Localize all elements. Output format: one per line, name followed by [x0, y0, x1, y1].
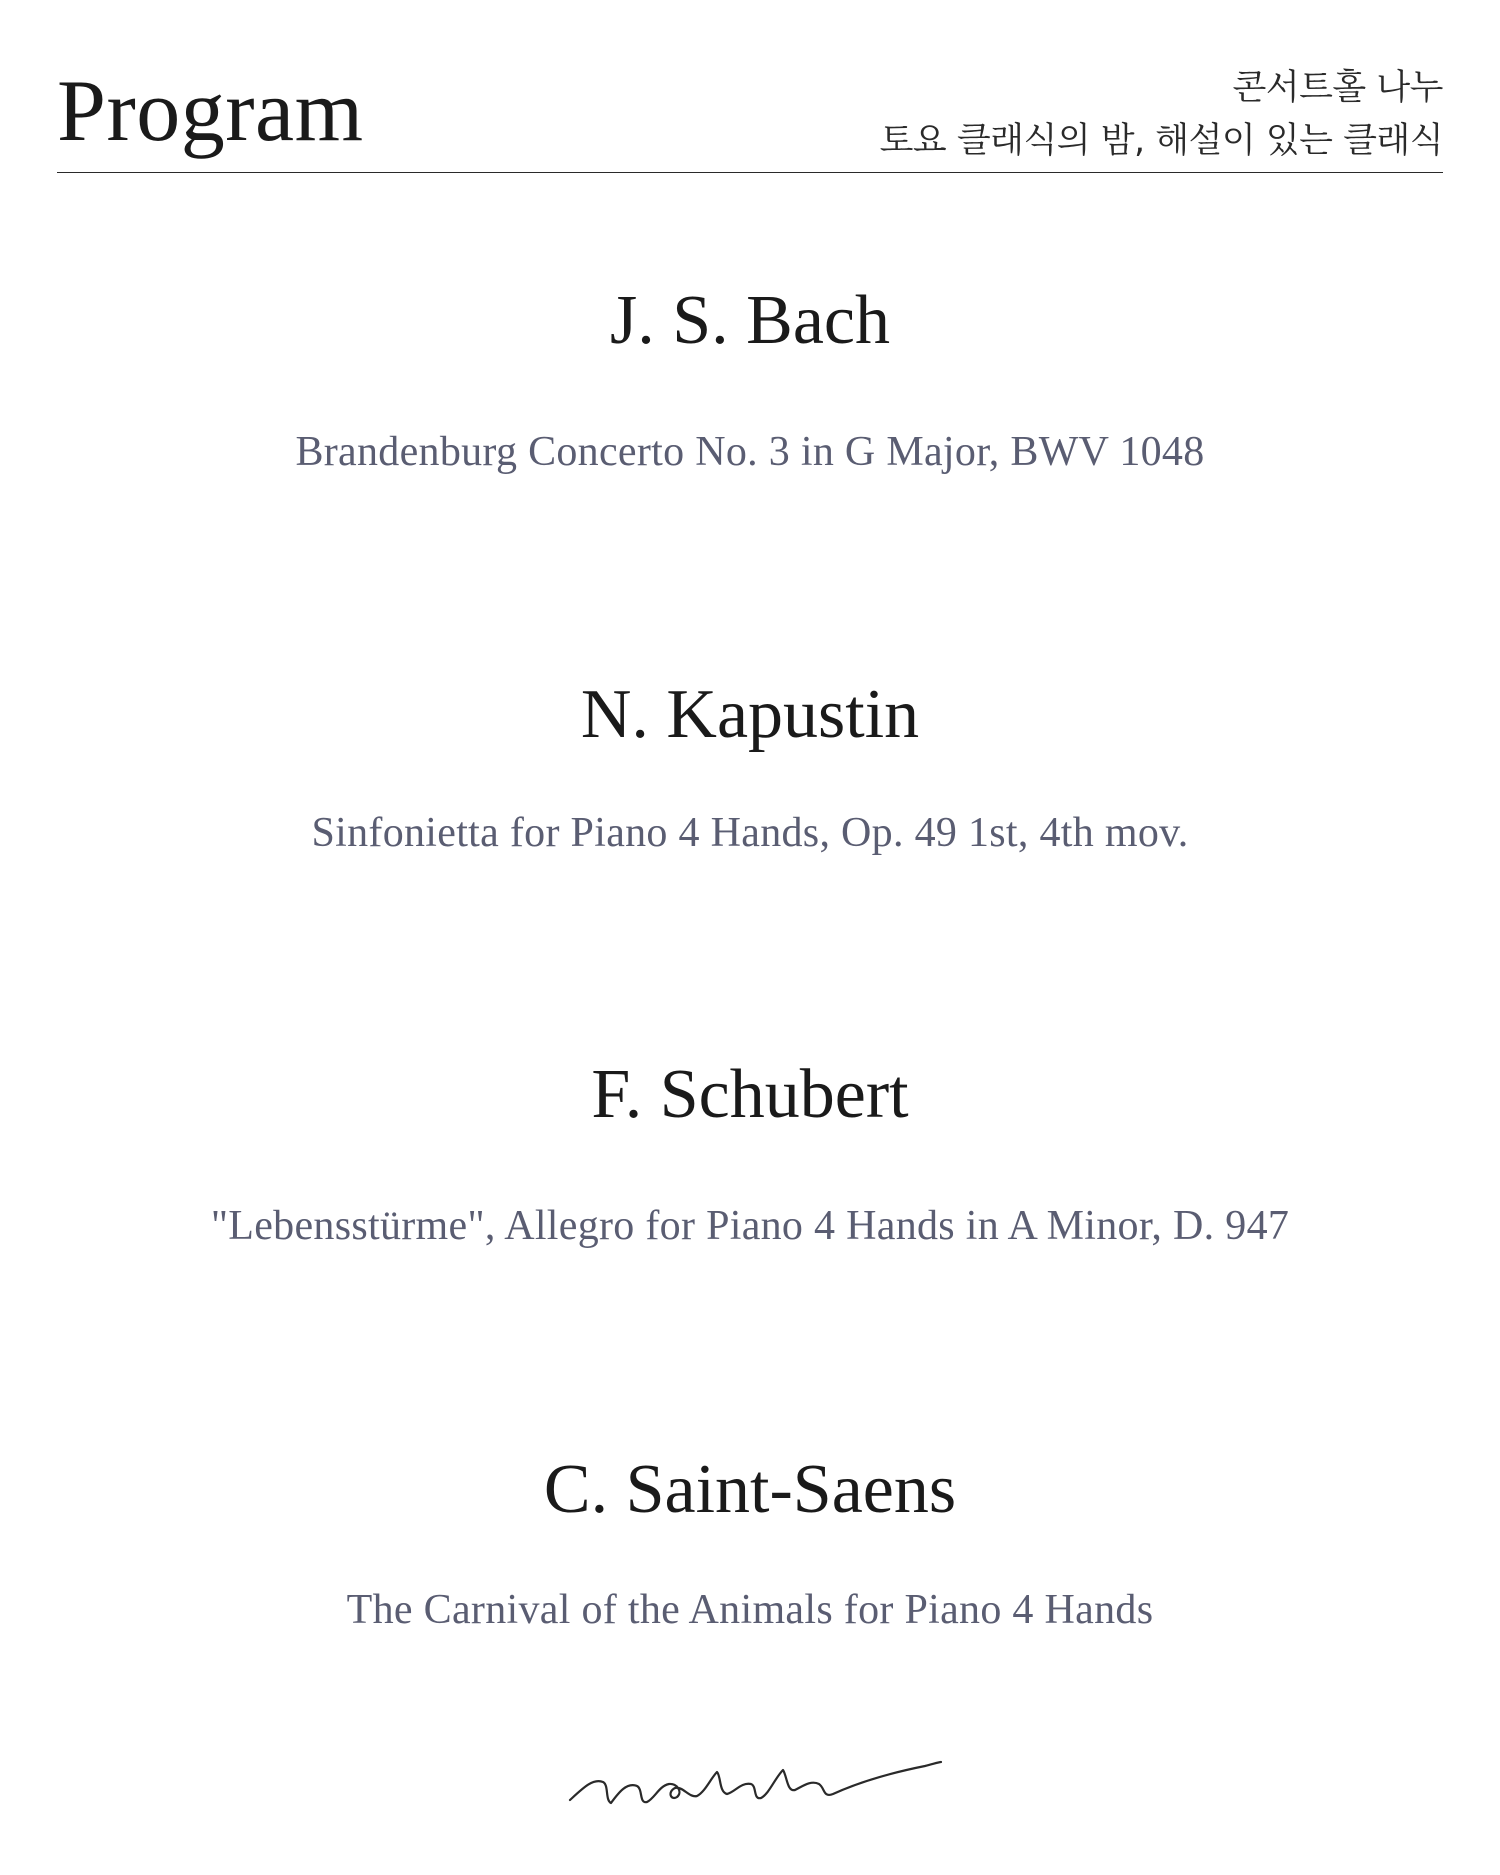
composer-name: N. Kapustin [580, 676, 920, 753]
header [57, 50, 1443, 173]
work-title: Sinfonietta for Piano 4 Hands, Op. 49 1st, 4th mov. [311, 810, 1189, 856]
composer-name: F. Schubert [591, 1056, 909, 1133]
work-title: "Lebensstürme", Allegro for Piano 4 Hands in A Minor, D. 947 [210, 1203, 1290, 1249]
page-title: Program [57, 63, 364, 160]
signature-logo [565, 1748, 945, 1818]
work-title: The Carnival of the Animals for Piano 4 Hands [346, 1587, 1154, 1633]
work-title: Brandenburg Concerto No. 3 in G Major, BWV 1048 [295, 429, 1205, 475]
composer-name: J. S. Bach [610, 282, 890, 359]
header-subtitle [880, 62, 1443, 168]
subtitle-venue: 콘서트홀 나누 [1232, 68, 1443, 108]
subtitle-event: 토요 클래식의 밤, 해설이 있는 클래식 [879, 121, 1443, 161]
composer-name: C. Saint-Saens [543, 1451, 957, 1528]
